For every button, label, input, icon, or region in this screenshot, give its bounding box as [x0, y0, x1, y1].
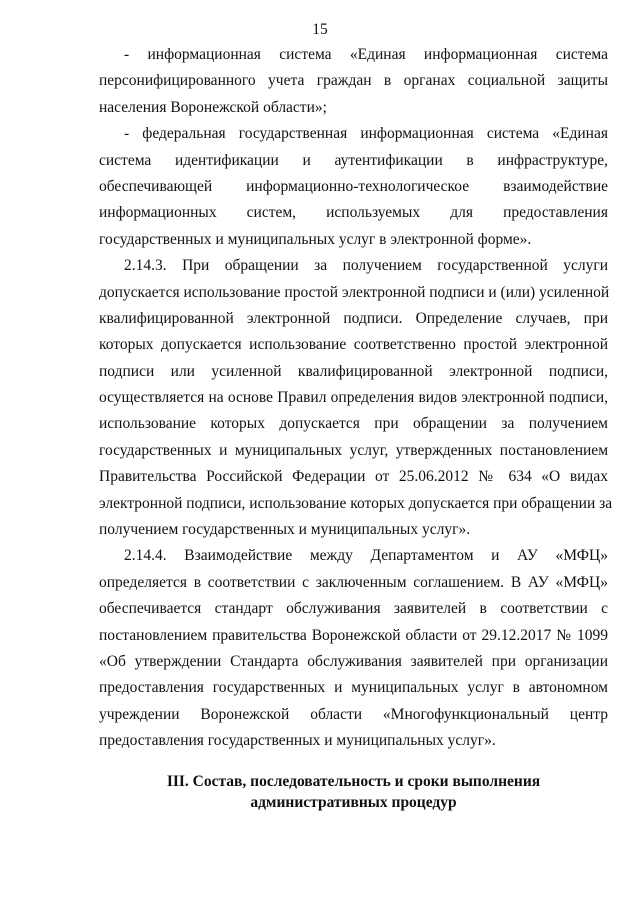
text-line: информационных систем, используемых для предоставления — [99, 204, 608, 222]
section-heading — [99, 771, 608, 813]
text-line: постановлением правительства Воронежской области от 29.12.2017 № 1099 — [99, 626, 608, 644]
text-line: определяется в соответствии с заключенным соглашением. В АУ «МФЦ» — [99, 573, 608, 591]
paragraph-2-14-4 — [99, 543, 608, 754]
text-line: - федеральная государственная информационная система «Единая — [124, 125, 608, 143]
text-line: осуществляется на основе Правил определения видов электронной подписи, — [99, 389, 608, 407]
paragraph-federal-identification-system — [99, 121, 608, 253]
section-heading-line: административных процедур — [250, 794, 457, 811]
paragraph-information-system-social-protection — [99, 42, 608, 121]
text-line: - информационная система «Единая информационная система — [124, 46, 608, 63]
section-heading-line: III. Состав, последовательность и сроки выполнения — [166, 773, 541, 790]
paragraph-2-14-3 — [99, 253, 613, 543]
text-line: использование которых допускается при обращении за получением — [99, 415, 608, 433]
text-line: допускается использование простой электронной подписи и (или) усиленной — [99, 283, 610, 301]
text-line: государственных и муниципальных услуг в электронной форме». — [99, 230, 532, 248]
text-line: предоставления государственных и муниципальных услуг». — [99, 732, 496, 750]
text-line: «Об утверждении Стандарта обслуживания заявителей при организации — [99, 652, 608, 670]
text-line: электронной подписи, использование которых допускается при обращении за — [99, 494, 613, 512]
text-line: предоставления государственных и муниципальных услуг в автономном — [99, 679, 608, 697]
text-line: квалифицированной электронной подписи. Определение случаев, при — [99, 309, 608, 327]
text-line: учреждении Воронежской области «Многофункциональный центр — [99, 705, 608, 723]
page-number: 15 — [312, 21, 328, 38]
text-line: населения Воронежской области»; — [99, 98, 327, 116]
text-line: обеспечивается стандарт обслуживания заявителей в соответствии с — [99, 600, 608, 618]
text-line: Правительства Российской Федерации от 25.06.2012 № 634 «О видах — [99, 468, 608, 486]
text-line: государственных и муниципальных услуг, утвержденных постановлением — [99, 441, 608, 459]
text-line: обеспечивающей информационно-технологическое взаимодействие — [99, 177, 608, 195]
document-body — [99, 42, 613, 755]
text-line: которых допускается использование соответственно простой электронной — [99, 336, 608, 354]
text-line: персонифицированного учета граждан в органах социальной защиты — [99, 72, 608, 90]
text-line: система идентификации и аутентификации в инфраструктуре, — [99, 151, 608, 169]
text-line: получением государственных и муниципальных услуг». — [99, 521, 471, 539]
text-line: 2.14.4. Взаимодействие между Департаментом и АУ «МФЦ» — [124, 547, 608, 565]
text-line: подписи или усиленной квалифицированной электронной подписи, — [99, 362, 608, 380]
text-line: 2.14.3. При обращении за получением государственной услуги — [124, 257, 608, 275]
